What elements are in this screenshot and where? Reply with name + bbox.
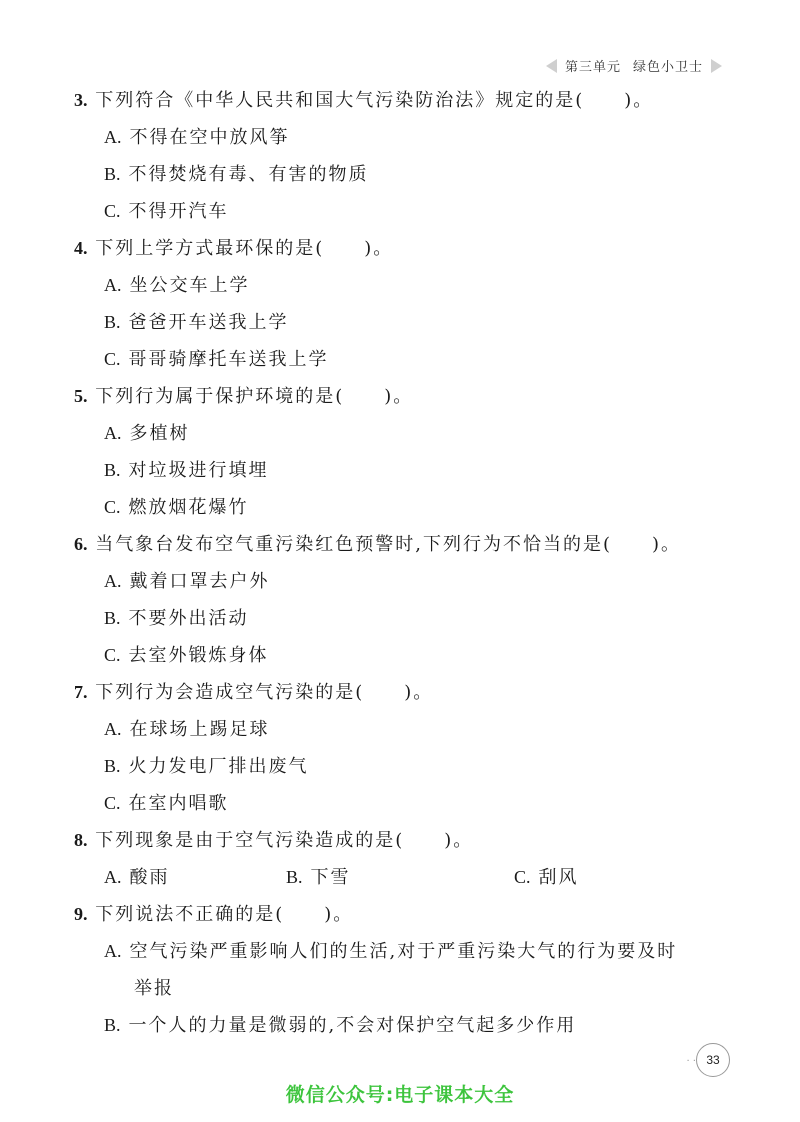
option: B. 一个人的力量是微弱的,不会对保护空气起多少作用 [104,1015,577,1036]
triangle-right-icon [711,59,722,73]
option: B. 不得焚烧有毒、有害的物质 [104,164,369,185]
option: A. 戴着口罩去户外 [104,571,270,592]
question: 4. 下列上学方式最环保的是( )。 [74,238,394,259]
option: C. 哥哥骑摩托车送我上学 [104,349,329,370]
option: C. 去室外锻炼身体 [104,645,269,666]
question: 3. 下列符合《中华人民共和国大气污染防治法》规定的是( )。 [74,90,654,111]
footer-watermark: 微信公众号:电子课本大全 [285,1084,515,1106]
option: A. 多植树 [104,423,190,444]
option: B. 爸爸开车送我上学 [104,312,289,333]
header-text [565,56,703,75]
option: B. 对垃圾进行填埋 [104,460,269,481]
option: B. 下雪 [286,867,351,888]
option: A. 空气污染严重影响人们的生活,对于严重污染大气的行为要及时 举报 [104,941,678,999]
option: C. 在室内唱歌 [104,793,229,814]
page-dots-decoration: · · [686,1056,696,1067]
option: B. 火力发电厂排出废气 [104,756,309,777]
question: 9. 下列说法不正确的是( )。 [74,904,354,925]
unit-label: 第三单元 [564,60,621,75]
option: B. 不要外出活动 [104,608,249,629]
unit-title: 绿色小卫士 [632,60,703,75]
option: A. 酸雨 [104,867,170,888]
option: A. 在球场上踢足球 [104,719,270,740]
option: A. 坐公交车上学 [104,275,250,296]
option-row [74,859,734,896]
option: C. 刮风 [514,867,579,888]
option: C. 不得开汽车 [104,201,229,222]
running-header [546,56,722,75]
triangle-left-icon [546,59,557,73]
question: 5. 下列行为属于保护环境的是( )。 [74,386,414,407]
option: A. 不得在空中放风筝 [104,127,290,148]
question: 7. 下列行为会造成空气污染的是( )。 [74,682,434,703]
question: 8. 下列现象是由于空气污染造成的是( )。 [74,830,474,851]
question-list [74,82,734,1044]
page-number: 33 [696,1043,730,1077]
question: 6. 当气象台发布空气重污染红色预警时,下列行为不恰当的是( )。 [74,534,681,555]
option: C. 燃放烟花爆竹 [104,497,249,518]
